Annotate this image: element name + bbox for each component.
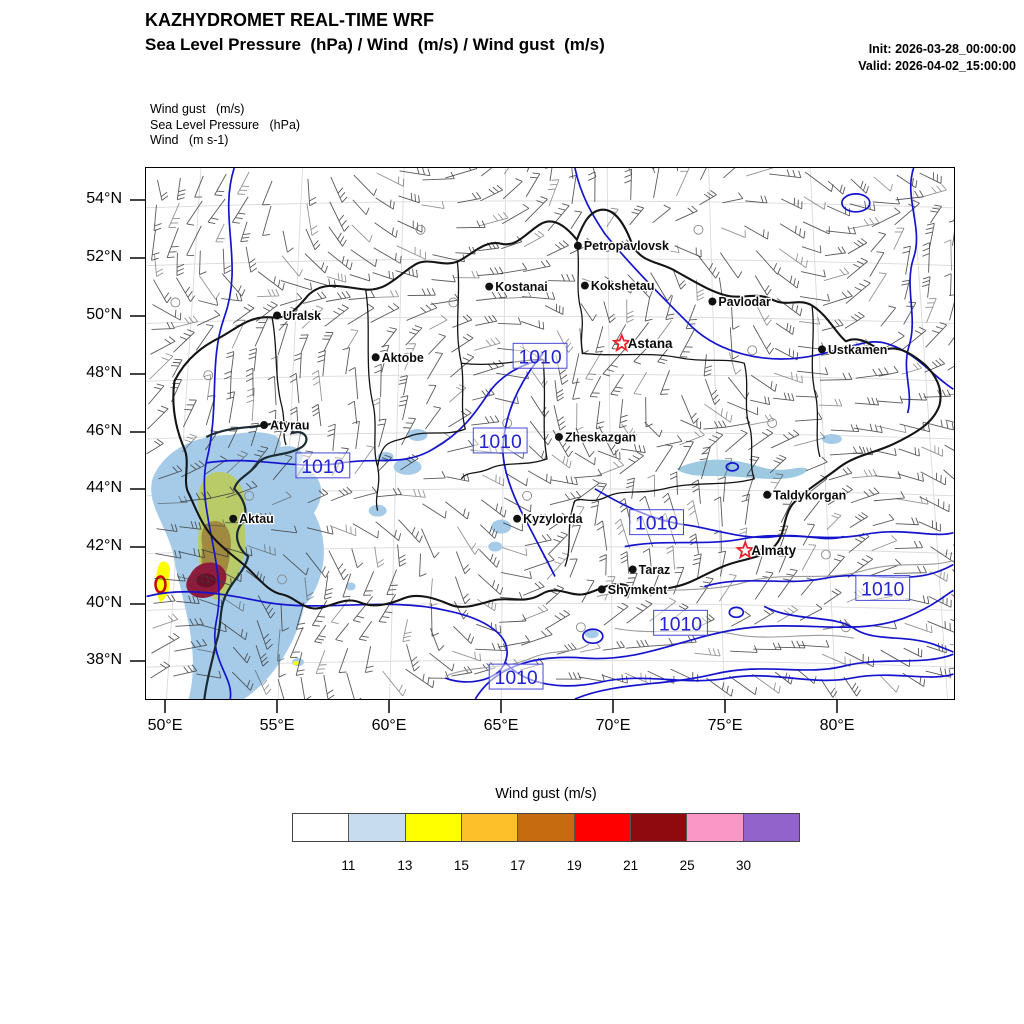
lat-tick-44°N [130, 488, 145, 490]
colorbar-segment-4 [518, 814, 574, 841]
colorbar-tick-13: 13 [397, 858, 413, 873]
lat-label-54°N: 54°N [86, 190, 122, 207]
lat-tick-52°N [130, 257, 145, 259]
lat-label-44°N: 44°N [86, 479, 122, 496]
city-dot-icon [818, 345, 826, 353]
lon-tick-70°E [612, 700, 614, 713]
colorbar-segment-0 [293, 814, 349, 841]
colorbar-tick-19: 19 [566, 858, 582, 873]
city-dot-icon [555, 433, 563, 441]
svg-text:1010: 1010 [861, 578, 905, 601]
colorbar-segment-1 [349, 814, 405, 841]
colorbar-tick-25: 25 [679, 858, 695, 873]
city-dot-icon [372, 353, 380, 361]
map-legend [150, 102, 300, 149]
city-kyzylorda [513, 512, 582, 526]
city-dot-icon [598, 585, 606, 593]
lat-label-52°N: 52°N [86, 248, 122, 265]
city-dot-icon [513, 515, 521, 523]
city-dot-icon [485, 283, 493, 291]
lon-tick-60°E [388, 700, 390, 713]
city-atyrau [260, 419, 309, 433]
svg-text:1010: 1010 [658, 613, 703, 636]
valid-timestamp: Valid: 2026-04-02_15:00:00 [858, 59, 1016, 73]
city-astana [614, 335, 673, 351]
city-dot-icon [763, 491, 771, 499]
lon-tick-65°E [500, 700, 502, 713]
colorbar-segment-3 [462, 814, 518, 841]
colorbar-segment-6 [631, 814, 687, 841]
lat-label-42°N: 42°N [86, 537, 122, 554]
svg-text:1010: 1010 [494, 667, 538, 690]
lat-label-46°N: 46°N [86, 422, 122, 439]
city-dot-icon [574, 242, 582, 250]
legend-line-wind-gust: Wind gust (m/s) [150, 102, 245, 116]
city-kostanai [485, 280, 547, 294]
lon-label-60°E: 60°E [371, 717, 407, 734]
map-canvas [145, 167, 955, 700]
legend-line-pressure: Sea Level Pressure (hPa) [150, 117, 301, 132]
lat-tick-46°N [130, 431, 145, 433]
city-kokshetau [581, 279, 655, 293]
map-graphics [146, 168, 954, 699]
lon-label-55°E: 55°E [259, 717, 295, 734]
lon-label-75°E: 75°E [707, 717, 743, 734]
lon-tick-50°E [164, 700, 166, 713]
city-dot-icon [260, 421, 268, 429]
city-taraz [629, 563, 671, 577]
svg-text:Taraz: Taraz [638, 562, 671, 577]
wind-gust-colorbar [292, 813, 800, 842]
svg-text:1010: 1010 [518, 346, 562, 369]
svg-text:Aktau: Aktau [239, 512, 274, 527]
lon-tick-80°E [836, 700, 838, 713]
colorbar-tick-17: 17 [510, 858, 526, 873]
pressure-label-2 [296, 453, 350, 478]
city-aktobe [372, 351, 424, 365]
svg-text:1010: 1010 [478, 430, 522, 453]
lon-label-50°E: 50°E [147, 717, 183, 734]
lat-tick-42°N [130, 546, 145, 548]
colorbar-segment-8 [744, 814, 799, 841]
svg-text:Astana: Astana [627, 335, 673, 351]
svg-text:Kokshetau: Kokshetau [590, 279, 655, 294]
init-timestamp: Init: 2026-03-28_00:00:00 [868, 42, 1016, 56]
lon-label-80°E: 80°E [819, 717, 855, 734]
city-dot-icon [708, 298, 716, 306]
lat-label-40°N: 40°N [86, 594, 122, 611]
lat-tick-54°N [130, 199, 145, 201]
colorbar-tick-11: 11 [341, 858, 356, 873]
lon-tick-75°E [724, 700, 726, 713]
city-pavlodar [708, 295, 771, 309]
city-almaty [737, 542, 796, 558]
legend-line-wind: Wind (m s-1) [150, 133, 229, 147]
colorbar-tick-30: 30 [736, 858, 752, 873]
svg-text:1010: 1010 [301, 455, 345, 478]
lat-tick-38°N [130, 660, 145, 662]
page-title: KAZHYDROMET REAL-TIME WRF [145, 10, 434, 30]
wind-gust-shading-layer [151, 429, 842, 699]
city-dot-icon [581, 282, 589, 290]
colorbar-tick-15: 15 [453, 858, 469, 873]
lat-tick-50°N [130, 315, 145, 317]
colorbar-segment-2 [406, 814, 462, 841]
lat-label-48°N: 48°N [86, 364, 122, 381]
lat-tick-48°N [130, 373, 145, 375]
svg-text:Kyzylorda: Kyzylorda [523, 512, 583, 527]
city-dot-icon [273, 311, 281, 319]
lon-label-65°E: 65°E [483, 717, 519, 734]
pressure-label-5 [654, 610, 708, 635]
svg-text:Petropavlovsk: Petropavlovsk [583, 239, 669, 254]
svg-text:Aktobe: Aktobe [381, 350, 424, 365]
city-ustkamen [818, 343, 887, 357]
pressure-label-4 [856, 575, 910, 600]
pressure-label-1 [473, 428, 527, 453]
svg-text:Almaty: Almaty [751, 543, 797, 559]
city-dot-icon [229, 515, 237, 523]
svg-text:Zheskazgan: Zheskazgan [564, 430, 637, 445]
pressure-label-0 [513, 343, 567, 368]
city-uralsk [273, 309, 321, 323]
city-petropavlovsk [574, 239, 669, 253]
pressure-label-6 [489, 664, 543, 689]
city-shymkent [598, 583, 667, 597]
city-dot-icon [629, 566, 637, 574]
colorbar-segment-5 [575, 814, 631, 841]
cities-layer [229, 239, 887, 597]
lat-label-38°N: 38°N [86, 651, 122, 668]
svg-text:Taldykorgan: Taldykorgan [773, 488, 847, 503]
page-subtitle: Sea Level Pressure (hPa) / Wind (m/s) / Wind gust (m/s) [145, 35, 605, 54]
svg-text:1010: 1010 [635, 512, 679, 535]
city-taldykorgan [763, 488, 846, 502]
svg-text:Uralsk: Uralsk [283, 308, 322, 323]
colorbar-tick-21: 21 [623, 858, 639, 873]
lat-tick-40°N [130, 603, 145, 605]
svg-text:Pavlodar: Pavlodar [718, 294, 771, 309]
colorbar-segment-7 [687, 814, 743, 841]
svg-text:Ustkamen: Ustkamen [827, 342, 888, 357]
colorbar-title: Wind gust (m/s) [495, 786, 597, 802]
pressure-label-3 [630, 510, 684, 535]
svg-text:Shymkent: Shymkent [607, 582, 668, 597]
svg-text:Atyrau: Atyrau [270, 418, 310, 433]
svg-text:Kostanai: Kostanai [495, 280, 548, 295]
lon-label-70°E: 70°E [595, 717, 631, 734]
city-zheskazgan [555, 430, 636, 444]
lon-tick-55°E [276, 700, 278, 713]
lat-label-50°N: 50°N [86, 306, 122, 323]
